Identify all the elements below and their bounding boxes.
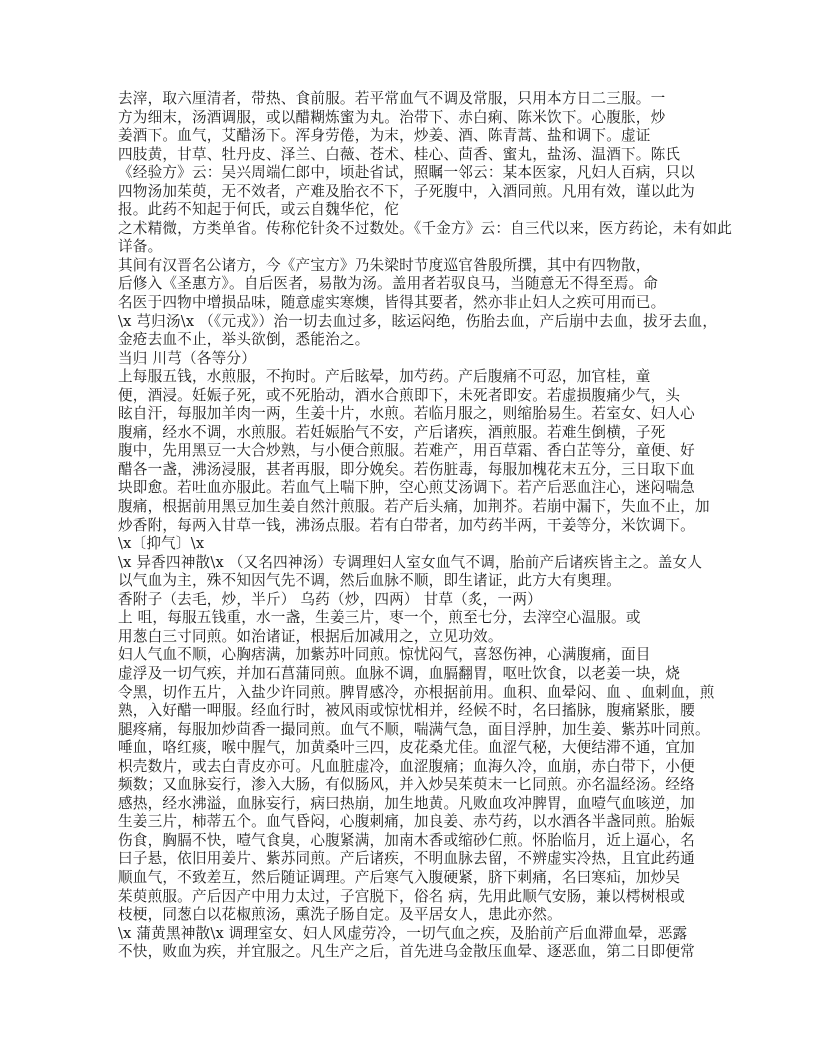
- text-line: \x 蒲黄黑神散\x 调理室女、妇人风虚劳冷，一切气血之疾，及胎前产后血滞血晕，恶露: [118, 924, 688, 942]
- text-line: 曰子悬，依旧用姜片、紫苏同煎。产后诸疾，不明血脉去留，不辨虚实冷热，且宜此药通: [118, 850, 695, 868]
- text-line: \x 芎归汤\x （《元戎》）治一切去血过多，眩运闷绝，伤胎去血，产后崩中去血，拔牙去血，: [118, 312, 718, 330]
- text-line: 以气血为主，殊不知因气先不调，然后血脉不顺，即生诸证，此方大有奥理。: [118, 572, 621, 590]
- text-line: 腹痛，根据前用黑豆加生姜自然汁煎服。若产后头痛，加荆芥。若崩中漏下，失血不止，加: [118, 498, 710, 516]
- text-line: 不快，败血为疾，并宜服之。凡生产之后，首先进乌金散压血晕、逐恶血，第二日即便常: [118, 943, 695, 961]
- text-line: 报。此药不知起于何氏，或云自魏华佗，佗: [118, 201, 400, 219]
- text-line: 便，酒浸。妊娠子死，或不死胎动，酒水合煎即下，未死者即安。若虚损腹痛少气，头: [118, 386, 681, 404]
- text-line: 腹中，先用黑豆一大合炒熟，与小便合煎服。若难产，用百草霜、香白芷等分，童便、好: [118, 442, 695, 460]
- text-line: 《经验方》云：吴兴周端仁郎中，顷赴省试，照瞩一邻云：某本医家，凡妇人百病，只以: [118, 164, 695, 182]
- text-line: 其间有汉晋名公诸方，今《产宝方》乃朱梁时节度巡官昝殷所撰，其中有四物散，: [118, 256, 651, 274]
- text-line: 当归 川芎（各等分）: [118, 349, 256, 367]
- text-line: 上每服五钱，水煎服，不拘时。产后眩晕，加芍药。产后腹痛不可忍，加官桂，童: [118, 368, 651, 386]
- text-line: 炒香附，每两入甘草一钱，沸汤点服。若有白带者，加芍药半两，干姜等分，米饮调下。: [118, 516, 695, 534]
- text-line: \x〔抑气〕\x: [118, 535, 205, 553]
- text-line: 眩自汗，每服加羊肉一两，生姜十片，水煎。若临月服之，则缩胎易生。若室女、妇人心: [118, 405, 695, 423]
- text-line: 茱萸煎服。产后因产中用力太过，子宫脱下，俗名 病，先用此顺气安肠，兼以樗树根或: [118, 887, 686, 905]
- text-line: 块即愈。若吐血亦服此。若血气上喘下肿，空心煎艾汤调下。若产后恶血注心，迷闷喘急: [118, 479, 695, 497]
- text-line: 伤食，胸膈不快，噎气食臭，心腹紧满，加南木香或缩砂仁煎。怀胎临月，近上逼心，名: [118, 831, 695, 849]
- text-line: 四物汤加茱萸，无不效者，产难及胎衣不下，子死腹中，入酒同煎。凡用有效，谨以此为: [118, 182, 695, 200]
- text-line: 令黑，切作五片，入盐少许同煎。脾胃感冷，亦根据前用。血积、血晕闷、血 、血刺血，煎: [118, 683, 715, 701]
- text-line: 频数；又血脉妄行，渗入大肠，有似肠风，并入炒吴茱萸末一匕同煎。亦名温经汤。经络: [118, 776, 695, 794]
- text-line: 顺血气，不致差互，然后随证调理。产后寒气入腹硬紧，脐下刺痛，名曰寒疝，加炒吴: [118, 868, 681, 886]
- text-line: 方为细末，汤酒调服，或以醋糊炼蜜为丸。治带下、赤白痢、陈米饮下。心腹胀，炒: [118, 108, 666, 126]
- text-line: 去滓，取六厘清者，带热、食前服。若平常血气不调及常服，只用本方日二三服。一: [118, 90, 666, 107]
- text-line: 生姜三片，柿蒂五个。血气昏闷，心腹刺痛，加良姜、赤芍药，以水酒各半盏同煎。胎娠: [118, 813, 695, 831]
- text-line: 唾血，咯红痰，喉中腥气，加黄桑叶三四，皮花桑尤佳。血涩气秘，大便结滞不通，宜加: [118, 739, 695, 757]
- text-line: 熟，入好醋一呷服。经血行时，被风雨或惊忧相并，经候不时，名曰搐脉，腹痛紧胀，腰: [118, 702, 695, 720]
- text-line: 虚浮及一切气疾，并加石菖蒲同煎。血脉不调，血膈翻胃，呕吐饮食，以老姜一块，烧: [118, 664, 681, 682]
- text-line: 枝梗，同葱白以花椒煎汤，熏洗子肠自定。及平居女人，患此亦然。: [118, 906, 562, 924]
- text-line: 感热，经水沸溢，血脉妄行，病曰热崩，加生地黄。凡败血攻冲脾胃，血噎气血咳逆，加: [118, 794, 695, 812]
- text-line: 四肢黄，甘草、牡丹皮、泽兰、白薇、苍术、桂心、茴香、蜜丸，盐汤、温酒下。陈氏: [118, 145, 681, 163]
- text-line: 姜酒下。血气，艾醋汤下。浑身劳倦，为末，炒姜、酒、陈青蒿、盐和调下。虚证: [118, 127, 651, 145]
- text-line: \x 异香四神散\x （又名四神汤）专调理妇人室女血气不调，胎前产后诸疾皆主之。盖女人: [118, 553, 703, 571]
- text-line: 妇人气血不顺，心胸痞满，加紫苏叶同煎。惊忧闷气，喜怒伤神，心满腹痛，面目: [118, 646, 651, 664]
- text-line: 后修入《圣惠方》。自后医者，易散为汤。盖用者若驭良马，当随意无不得至焉。命: [118, 275, 659, 293]
- text-line: 腿疼痛，每服加炒茴香一撮同煎。血气不顺，喘满气急，面目浮肿，加生姜、紫苏叶同煎。: [118, 720, 710, 738]
- text-line: 金疮去血不止，举头欲倒，悉能治之。: [118, 331, 370, 349]
- text-line: 枳壳数片，或去白青皮亦可。凡血脏虚冷，血涩腹痛；血海久冷，血崩，赤白带下，小便: [118, 757, 695, 775]
- text-line: 醋各一盏，沸汤浸服，甚者再服，即分娩矣。若伤脏毒，每服加槐花末五分，三日取下血: [118, 460, 695, 478]
- text-line: 上 咀，每服五钱重，水一盏，生姜三片，枣一个，煎至七分，去滓空心温服。或: [118, 609, 641, 627]
- text-line: 详备。: [118, 238, 163, 256]
- text-line: 名医于四物中增损品味，随意虚实寒燠，皆得其要者，然亦非止妇人之疾可用而已。: [118, 294, 666, 312]
- text-line: 香附子（去毛，炒，半斤） 乌药（炒，四两） 甘草（炙，一两）: [118, 590, 542, 608]
- text-line: 之术精微，方类单省。传称佗针灸不过数处。《千金方》云：自三代以来，医方药论，未有如此: [118, 219, 733, 237]
- text-line: 腹痛，经水不调，水煎服。若妊娠胎气不安，产后诸疾，酒煎服。若难生倒横，子死: [118, 423, 666, 441]
- text-block: [118, 90, 732, 962]
- text-line: 用葱白三寸同煎。如治诸证，根据后加减用之，立见功效。: [118, 627, 503, 645]
